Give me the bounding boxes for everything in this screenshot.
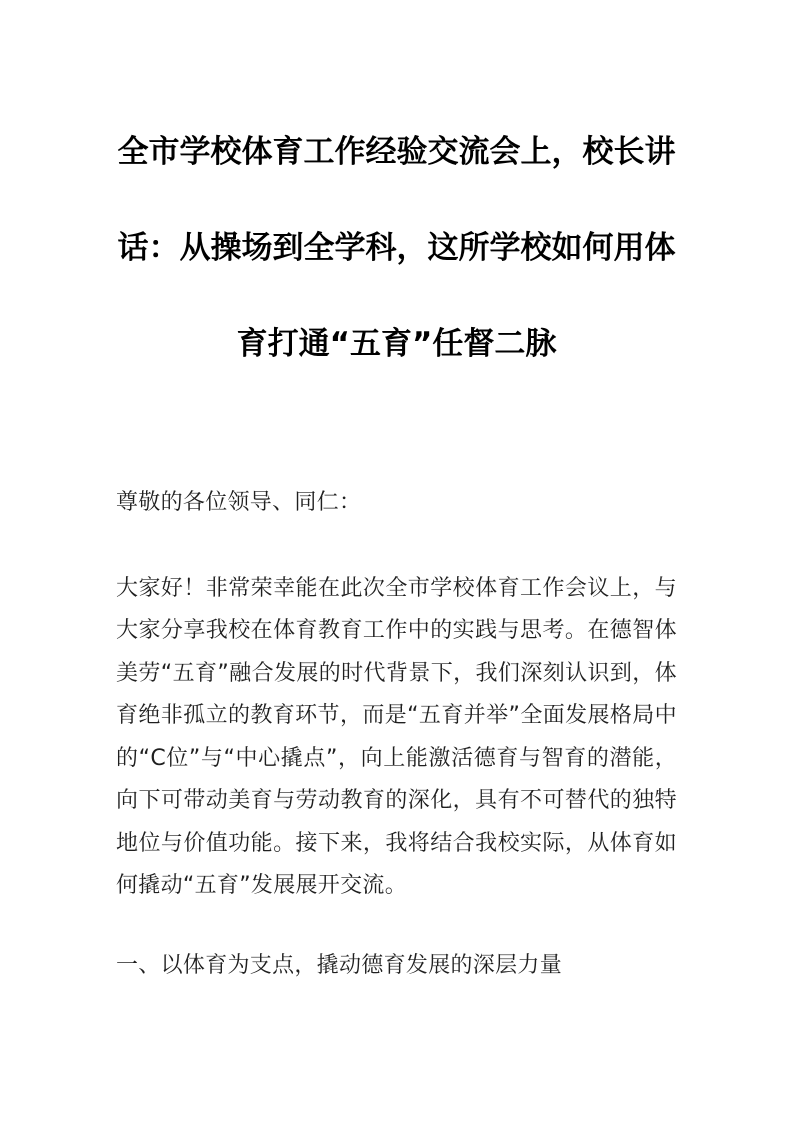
intro-paragraph: 大家好！非常荣幸能在此次全市学校体育工作会议上，与大家分享我校在体育教育工作中的实践与思考。在德智体美劳“五育”融合发展的时代背景下，我们深刻认识到，体育绝非孤立的教育环节，而是“五育并举”全面发展格局中的“C位”与“中心撬点”，向上能激活德育与智育的潜能，向下可带动美育与劳动教育的深化，具有不可替代的独特地位与价值功能。接下来，我将结合我校实际，从体育如何撬动“五育”发展展开交流。 [116, 575, 677, 898]
section-heading: 一、以体育为支点，撬动德育发展的深层力量 [116, 952, 563, 978]
greeting-line: 尊敬的各位领导、同仁： [116, 490, 362, 515]
document-title: 全市学校体育工作经验交流会上，校长讲话：从操场到全学科，这所学校如何用体育打通“五育”任督二脉 [117, 134, 676, 362]
